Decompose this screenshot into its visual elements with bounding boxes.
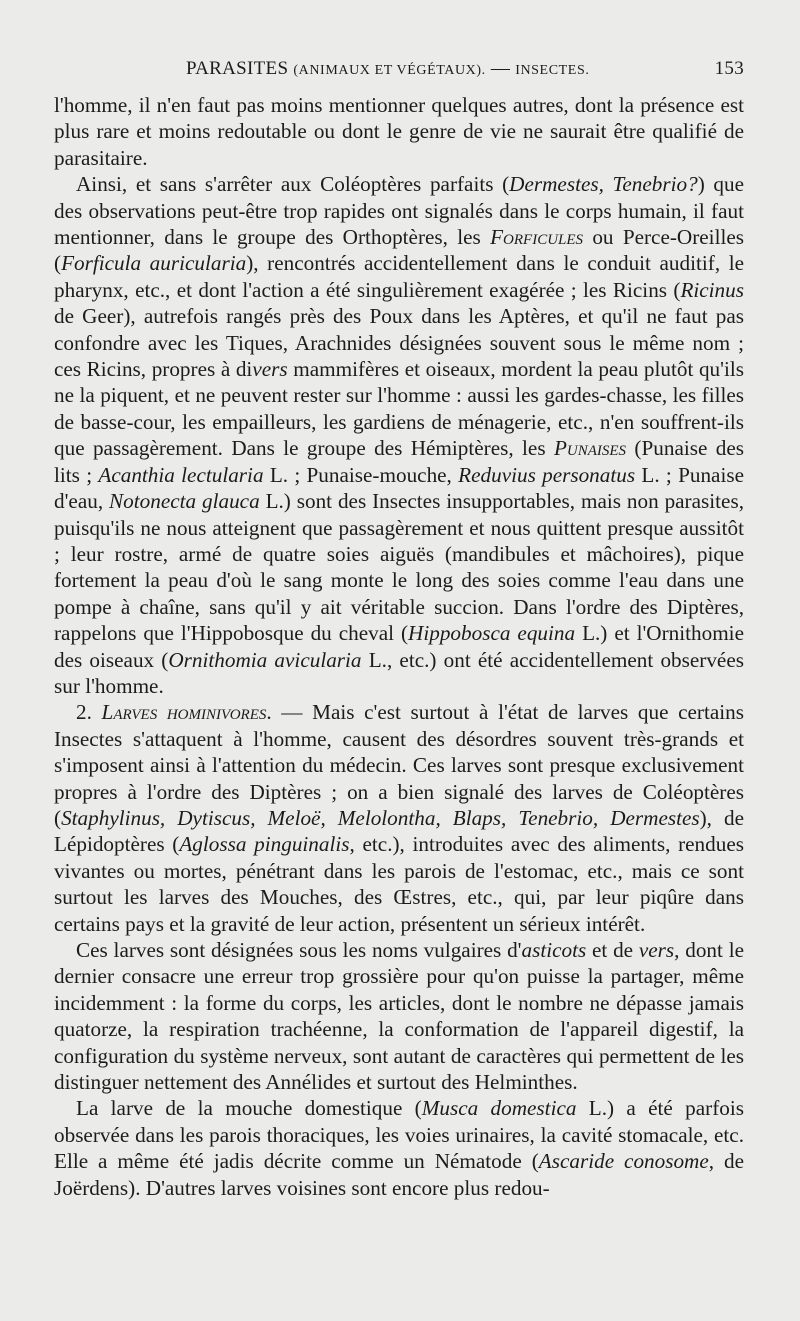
running-header (54, 58, 744, 88)
paragraph-3: 2. Larves hominivores. — Mais c'est surtout à l'état de larves que certains Insectes s'attaquent à l'homme, causent des désordres souvent très-grands et s'imposent ainsi à l'attention du médecin. Ces larves sont presque exclusivement propres à l'ordre des Diptères ; on a bien signalé des larves de Coléoptères (Staphylinus, Dytiscus, Meloë, Melolontha, Blaps, Tenebrio, Dermestes), de Lépidoptères (Aglossa pinguinalis, etc.), introduites avec des aliments, rendues vivantes ou mortes, pénétrant dans les parois de l'estomac, etc., mais ce sont surtout les larves des Mouches, des Œstres, etc., qui, par leur piqûre dans certains pays et la gravité de leur action, présentent un sérieux intérêt. (54, 700, 744, 936)
paragraph-1: l'homme, il n'en faut pas moins mentionner quelques autres, dont la présence est plus rare et moins redoutable ou dont le genre de vie ne saurait être qualifié de parasitaire. (54, 93, 744, 170)
header-title-paren: (ANIMAUX ET VÉGÉTAUX). (293, 63, 486, 78)
header-title (186, 58, 589, 80)
paragraph-2: Ainsi, et sans s'arrêter aux Coléoptères parfaits (Dermestes, Tenebrio?) que des observations peut-être trop rapides ont signalés dans le corps humain, il faut mentionner, dans le groupe des Orthoptères, les Forficules ou Perce-Oreilles (Forficula auricularia), rencontrés accidentellement dans le conduit auditif, le pharynx, etc., et dont l'action a été singulièrement exagérée ; les Ricins (Ricinus de Geer), autrefois rangés près des Poux dans les Aptères, et qu'il ne faut pas confondre avec les Tiques, Arachnides désignées souvent sous le même nom ; ces Ricins, propres à divers mammifères et oiseaux, mordent la peau plutôt qu'ils ne la piquent, et ne peuvent rester sur l'homme : aussi les gardes-chasse, les filles de basse-cour, les empailleurs, les gardiens de ménagerie, etc., n'en souffrent-ils que passagèrement. Dans le groupe des Hémiptères, les Punaises (Punaise des lits ; Acanthia lectularia L. ; Punaise-mouche, Reduvius personatus L. ; Punaise d'eau, Notonecta glauca L.) sont des Insectes insupportables, mais non parasites, puisqu'ils ne nous atteignent que passagèrement et nous quittent presque aussitôt ; leur rostre, armé de quatre soies aiguës (mandibules et mâchoires), pique fortement la peau d'où le sang monte le long des soies comme l'eau dans une pompe à chaîne, sans qu'il y ait véritable succion. Dans l'ordre des Diptères, rappelons que l'Hippobosque du cheval (Hippobosca equina L.) et l'Ornithomie des oiseaux (Ornithomia avicularia L., etc.) ont été accidentellement observées sur l'homme. (54, 172, 745, 698)
page-number: 153 (714, 58, 744, 79)
header-title-sep: — (490, 58, 511, 79)
paragraph-4: Ces larves sont désignées sous les noms vulgaires d'asticots et de vers, dont le dernier consacre une erreur trop grossière pour qu'on puisse la partager, même incidemment : la forme du corps, les articles, dont le nombre ne dépasse jamais quatorze, la respiration trachéenne, la conformation de l'appareil digestif, la configuration du système nerveux, sont autant de caractères qui permettent de les distinguer nettement des Annélides et surtout des Helminthes. (54, 938, 744, 1095)
header-section: INSECTES. (515, 63, 590, 78)
header-title-main: PARASITES (186, 58, 289, 79)
page-body (54, 92, 744, 1201)
paragraph-5: La larve de la mouche domestique (Musca domestica L.) a été parfois observée dans les parois thoraciques, les voies urinaires, la cavité stomacale, etc. Elle a même été jadis décrite comme un Nématode (Ascaride conosome, de Joërdens). D'autres larves voisines sont encore plus redou- (54, 1096, 745, 1200)
